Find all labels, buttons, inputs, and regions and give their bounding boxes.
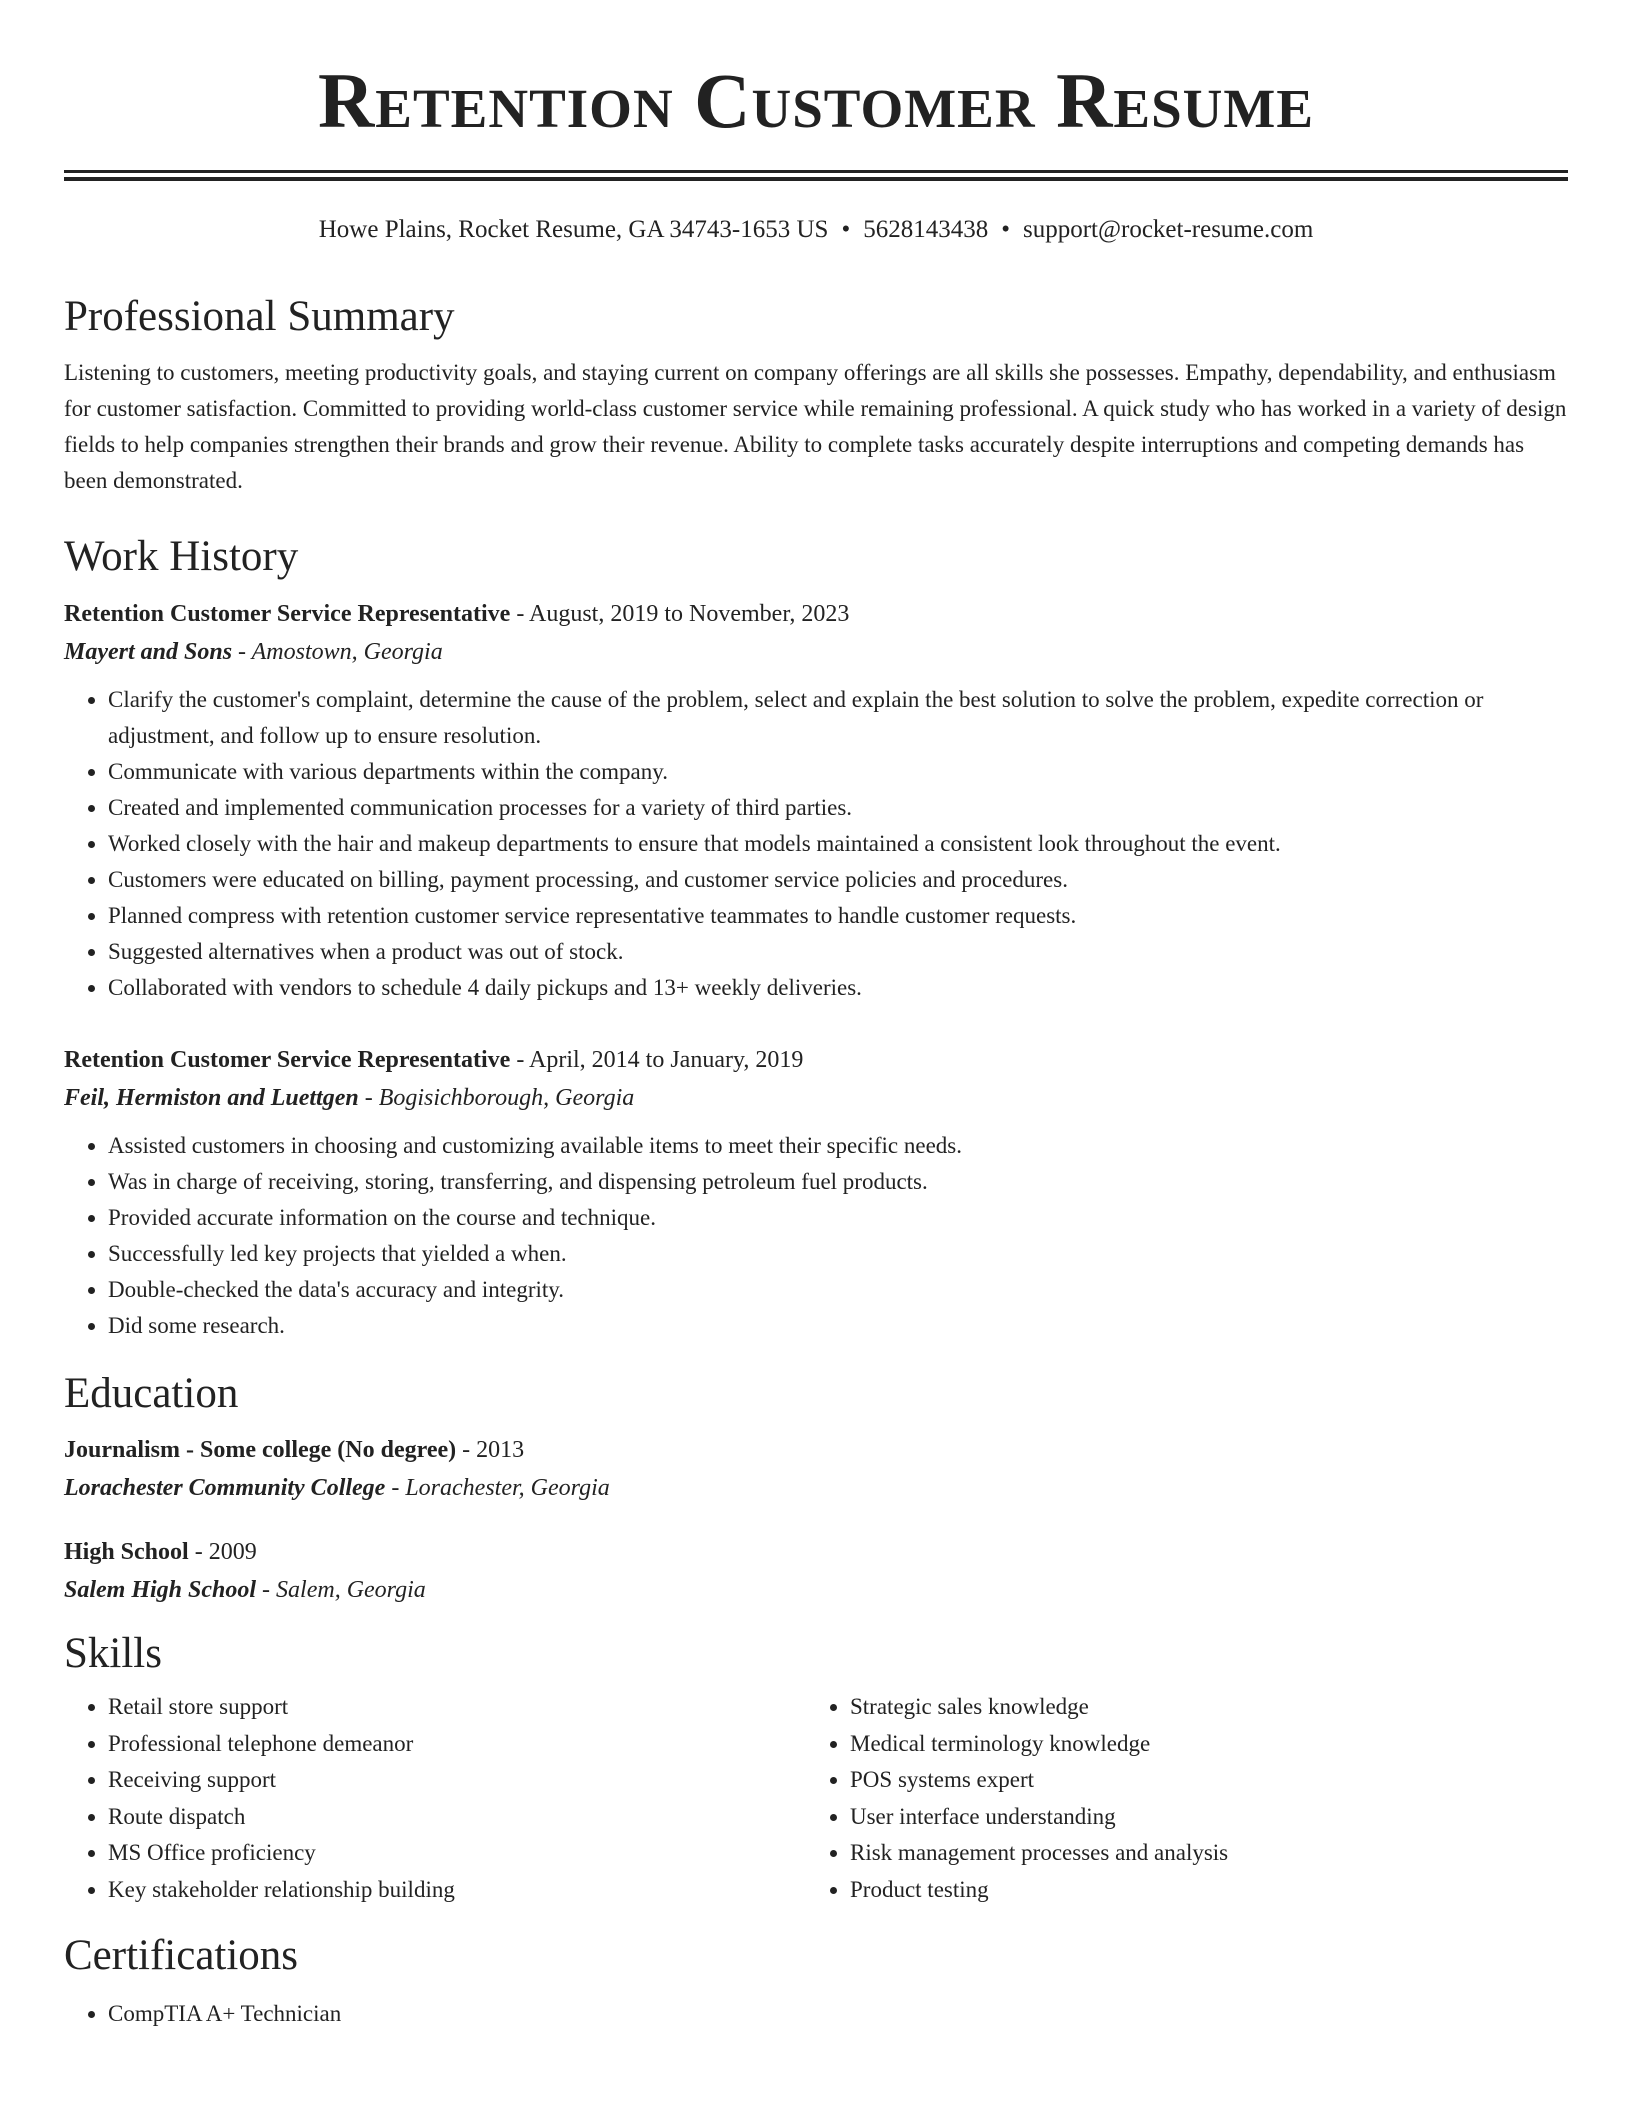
contact-email: support@rocket-resume.com (1022, 216, 1314, 243)
education-school-line (64, 1472, 1568, 1504)
contact-separator: • (841, 216, 851, 243)
skills-grid (64, 1689, 1568, 1908)
resume-title: Retention Customer Resume (317, 57, 1315, 144)
job-employer (64, 636, 1568, 668)
list-item: • Key stakeholder relationship building (108, 1872, 806, 1909)
list-item: • MS Office proficiency (108, 1835, 806, 1872)
job-title: Retention Customer Service Representative (64, 601, 511, 628)
education-school-line (64, 1574, 1568, 1606)
list-item: • Receiving support (108, 1762, 806, 1799)
job-header (64, 1044, 1568, 1076)
section-title-certifications: Certifications (64, 1932, 299, 1980)
education-year: - 2013 (456, 1436, 525, 1463)
job-company: Mayert and Sons (64, 639, 233, 666)
education-entry (64, 1434, 1568, 1504)
education-degree: High School (64, 1538, 189, 1565)
job-title: Retention Customer Service Representative (64, 1047, 511, 1074)
list-item: • Product testing (850, 1872, 1548, 1909)
contact-address: Howe Plains, Rocket Resume, GA 34743-1653 US (318, 216, 829, 243)
list-item: • Professional telephone demeanor (108, 1726, 806, 1763)
education-school: Lorachester Community College (64, 1474, 386, 1501)
list-item: • POS systems expert (850, 1762, 1548, 1799)
skills-list-right (806, 1689, 1548, 1908)
section-title-education: Education (64, 1370, 239, 1418)
education-location: - Lorachester, Georgia (385, 1474, 610, 1501)
section-title-summary: Professional Summary (64, 293, 455, 340)
list-item: • Risk management processes and analysis (850, 1835, 1548, 1872)
contact-phone: 5628143438 (863, 216, 989, 243)
job-duties-list (64, 682, 1568, 1006)
list-item: • Strategic sales knowledge (850, 1689, 1548, 1726)
education-header (64, 1536, 1568, 1568)
list-item: • Clarify the customer's complaint, determine the cause of the problem, select and explain the best solution to solve the problem, expedite correction or adjustment, and follow up to ensure resolution. (108, 682, 1568, 754)
job-dates: - August, 2019 to November, 2023 (510, 601, 850, 628)
list-item: • Was in charge of receiving, storing, transferring, and dispensing petroleum fuel products. (108, 1164, 1568, 1200)
list-item: • Collaborated with vendors to schedule 4 daily pickups and 13+ weekly deliveries. (108, 970, 1568, 1006)
job-location: - Bogisichborough, Georgia (358, 1085, 635, 1112)
list-item: • User interface understanding (850, 1799, 1548, 1836)
job-company: Feil, Hermiston and Luettgen (64, 1085, 359, 1112)
education-location: - Salem, Georgia (256, 1576, 426, 1603)
skills-list-left (64, 1689, 806, 1908)
education-header (64, 1434, 1568, 1466)
section-title-work-history: Work History (64, 532, 299, 580)
list-item: • Assisted customers in choosing and customizing available items to meet their specific needs. (108, 1128, 1568, 1164)
title-double-rule (64, 170, 1568, 181)
list-item: • Provided accurate information on the course and technique. (108, 1200, 1568, 1236)
education-school: Salem High School (64, 1576, 257, 1603)
list-item: • Communicate with various departments within the company. (108, 754, 1568, 790)
list-item: • Retail store support (108, 1689, 806, 1726)
section-title-skills: Skills (64, 1629, 162, 1677)
list-item: • Worked closely with the hair and makeup departments to ensure that models maintained a consistent look throughout the event. (108, 826, 1568, 862)
job-dates: - April, 2014 to January, 2019 (510, 1047, 804, 1074)
job-location: - Amostown, Georgia (232, 639, 443, 666)
education-year: - 2009 (188, 1538, 257, 1565)
list-item: • CompTIA A+ Technician (108, 1996, 1568, 2032)
summary-text: Listening to customers, meeting productivity goals, and staying current on company offerings are all skills she possesses. Empathy, dependability, and enthusiasm for customer satisfaction. Committed to providing world-class customer service while remaining professional. A quick study who has worked in a variety of design fields to help companies strengthen their brands and grow their revenue. Ability to complete tasks accurately despite interruptions and competing demands has been demonstrated. (64, 359, 1567, 493)
job-entry (64, 1044, 1568, 1344)
list-item: • Successfully led key projects that yielded a when. (108, 1236, 1568, 1272)
contact-separator: • (1001, 216, 1010, 243)
list-item: • Double-checked the data's accuracy and integrity. (108, 1272, 1568, 1308)
job-employer (64, 1082, 1568, 1114)
job-duties-list (64, 1128, 1568, 1344)
job-header (64, 598, 1568, 630)
list-item: • Suggested alternatives when a product was out of stock. (108, 934, 1568, 970)
education-degree: Journalism - Some college (No degree) (64, 1436, 457, 1463)
contact-line (64, 215, 1568, 245)
certifications-list (64, 1996, 1568, 2032)
education-entry (64, 1536, 1568, 1606)
list-item: • Medical terminology knowledge (850, 1726, 1548, 1763)
list-item: • Did some research. (108, 1308, 1568, 1344)
list-item: • Route dispatch (108, 1799, 806, 1836)
list-item: • Customers were educated on billing, payment processing, and customer service policies and procedures. (108, 862, 1568, 898)
list-item: • Planned compress with retention customer service representative teammates to handle customer requests. (108, 898, 1568, 934)
list-item: • Created and implemented communication processes for a variety of third parties. (108, 790, 1568, 826)
job-entry (64, 598, 1568, 1006)
